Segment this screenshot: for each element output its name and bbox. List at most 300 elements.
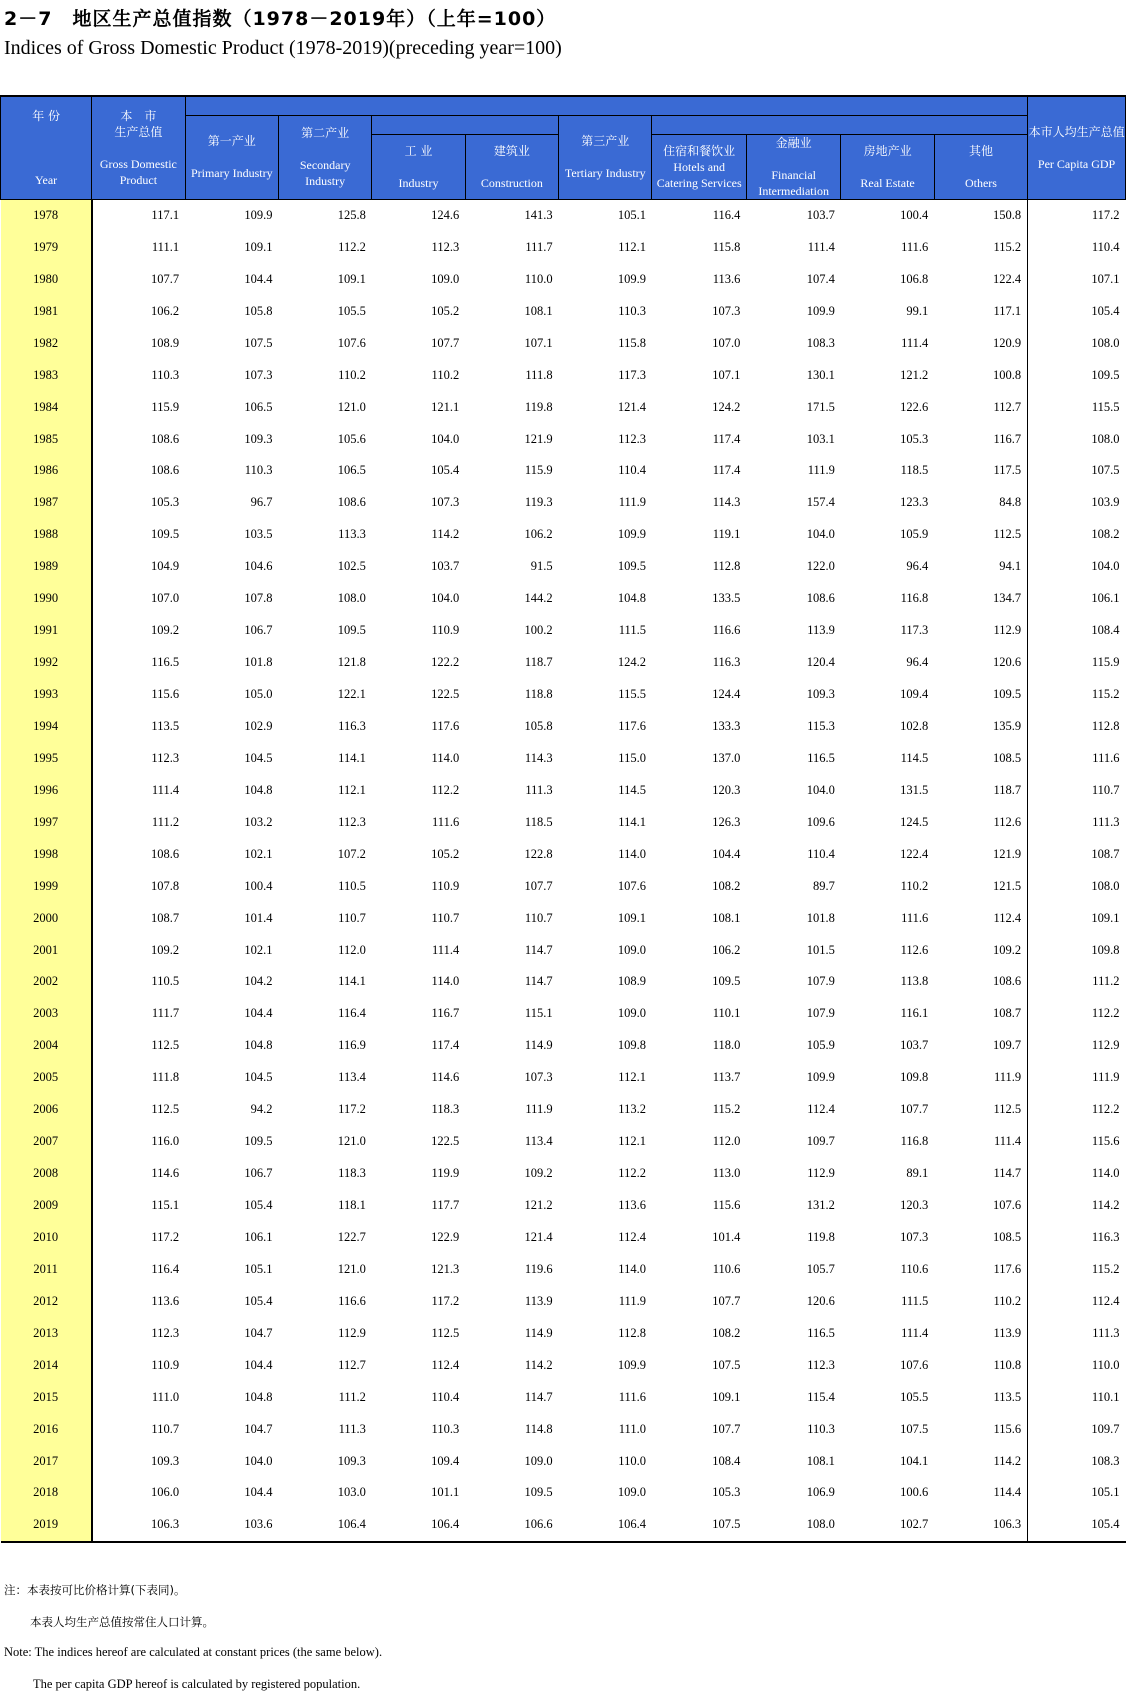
value-cell: 113.9 xyxy=(524,1293,553,1308)
value-cell: 109.0 xyxy=(431,271,460,286)
value-cell: 120.4 xyxy=(806,655,835,670)
value-cell: 115.2 xyxy=(712,1102,741,1117)
value-cell: 115.6 xyxy=(993,1421,1022,1436)
value-cell: 112.4 xyxy=(807,1102,835,1117)
value-cell: 110.9 xyxy=(151,1357,180,1372)
value-cell: 104.1 xyxy=(900,1453,929,1468)
value-cell: 112.9 xyxy=(807,1166,835,1181)
value-cell: 141.3 xyxy=(524,207,553,222)
value-cell: 103.9 xyxy=(1028,487,1126,519)
value-cell: 106.8 xyxy=(900,271,929,286)
value-cell: 117.3 xyxy=(618,367,646,382)
value-cell: 107.5 xyxy=(244,335,273,350)
value-cell: 108.2 xyxy=(1028,519,1126,551)
value-cell: 112.8 xyxy=(712,559,741,574)
value-cell: 120.3 xyxy=(712,782,741,797)
value-cell: 109.5 xyxy=(712,974,741,989)
value-cell: 112.7 xyxy=(338,1357,366,1372)
value-cell: 118.7 xyxy=(524,655,553,670)
year-cell: 1978 xyxy=(1,199,92,231)
value-cell: 105.1 xyxy=(244,1261,273,1276)
value-cell: 106.6 xyxy=(524,1517,553,1532)
value-cell: 114.6 xyxy=(151,1166,180,1181)
value-cell: 113.5 xyxy=(993,1389,1022,1404)
value-cell: 119.6 xyxy=(524,1261,553,1276)
value-cell: 107.3 xyxy=(431,495,460,510)
value-cell: 106.1 xyxy=(244,1229,273,1244)
value-cell: 115.5 xyxy=(1028,391,1126,423)
value-cell: 114.2 xyxy=(431,527,460,542)
year-cell: 2019 xyxy=(1,1509,92,1542)
value-cell: 110.2 xyxy=(431,367,460,382)
header-spacer xyxy=(185,96,1028,115)
value-cell: 105.3 xyxy=(900,431,929,446)
value-cell: 96.4 xyxy=(906,655,929,670)
value-cell: 110.4 xyxy=(618,463,646,478)
table-row xyxy=(1,1062,1126,1094)
value-cell: 119.8 xyxy=(524,399,553,414)
value-cell: 117.3 xyxy=(900,623,929,638)
year-cell: 1979 xyxy=(1,231,92,263)
value-cell: 115.1 xyxy=(151,1198,180,1213)
value-cell: 112.1 xyxy=(338,782,366,797)
value-cell: 110.1 xyxy=(1028,1381,1126,1413)
value-cell: 106.0 xyxy=(150,1485,180,1500)
value-cell: 110.0 xyxy=(618,1453,646,1468)
value-cell: 133.5 xyxy=(712,591,741,606)
value-cell: 130.1 xyxy=(806,367,835,382)
value-cell: 114.7 xyxy=(524,974,553,989)
table-row xyxy=(1,423,1126,455)
value-cell: 105.8 xyxy=(524,718,553,733)
value-cell: 109.0 xyxy=(524,1453,553,1468)
value-cell: 171.5 xyxy=(806,399,835,414)
table-row xyxy=(1,1253,1126,1285)
value-cell: 102.9 xyxy=(244,718,273,733)
year-cell: 2014 xyxy=(1,1349,92,1381)
value-cell: 106.7 xyxy=(244,623,273,638)
value-cell: 118.0 xyxy=(712,1038,741,1053)
table-row xyxy=(1,966,1126,998)
value-cell: 104.0 xyxy=(806,527,835,542)
year-cell: 1999 xyxy=(1,870,92,902)
header-tertiary: 第三产业 Tertiary Industry xyxy=(559,115,652,199)
value-cell: 118.8 xyxy=(524,687,553,702)
header-realestate: 房地产业 Real Estate xyxy=(841,134,934,199)
value-cell: 104.8 xyxy=(617,591,646,606)
value-cell: 111.9 xyxy=(618,1293,646,1308)
value-cell: 106.4 xyxy=(617,1517,646,1532)
value-cell: 107.7 xyxy=(900,1102,929,1117)
value-cell: 113.9 xyxy=(993,1325,1022,1340)
value-cell: 114.7 xyxy=(524,1389,553,1404)
value-cell: 111.2 xyxy=(1028,966,1126,998)
year-cell: 1983 xyxy=(1,359,92,391)
table-row xyxy=(1,1509,1126,1542)
value-cell: 109.4 xyxy=(431,1453,460,1468)
value-cell: 124.5 xyxy=(900,814,929,829)
value-cell: 113.0 xyxy=(712,1166,741,1181)
table-row xyxy=(1,455,1126,487)
value-cell: 110.3 xyxy=(807,1421,835,1436)
year-cell: 1996 xyxy=(1,774,92,806)
value-cell: 110.3 xyxy=(151,367,180,382)
year-cell: 1993 xyxy=(1,679,92,711)
value-cell: 121.2 xyxy=(900,367,929,382)
value-cell: 119.3 xyxy=(524,495,553,510)
value-cell: 104.0 xyxy=(244,1453,273,1468)
value-cell: 110.0 xyxy=(524,271,553,286)
value-cell: 117.6 xyxy=(431,718,460,733)
value-cell: 107.6 xyxy=(617,878,646,893)
value-cell: 106.9 xyxy=(806,1485,835,1500)
table-row xyxy=(1,1158,1126,1190)
value-cell: 111.4 xyxy=(901,1325,929,1340)
header-others: 其他 Others xyxy=(934,134,1027,199)
value-cell: 117.2 xyxy=(338,1102,366,1117)
value-cell: 117.1 xyxy=(151,207,180,222)
value-cell: 104.5 xyxy=(244,750,273,765)
table-row xyxy=(1,231,1126,263)
value-cell: 110.0 xyxy=(1028,1349,1126,1381)
value-cell: 122.4 xyxy=(900,846,929,861)
value-cell: 116.3 xyxy=(1028,1222,1126,1254)
value-cell: 108.6 xyxy=(806,591,835,606)
value-cell: 111.6 xyxy=(618,1389,646,1404)
value-cell: 124.6 xyxy=(431,207,460,222)
table-row xyxy=(1,711,1126,743)
value-cell: 118.3 xyxy=(431,1102,460,1117)
value-cell: 111.2 xyxy=(338,1389,366,1404)
value-cell: 108.0 xyxy=(1028,327,1126,359)
table-row xyxy=(1,902,1126,934)
value-cell: 101.1 xyxy=(431,1485,460,1500)
value-cell: 121.0 xyxy=(337,1261,366,1276)
value-cell: 104.0 xyxy=(806,782,835,797)
value-cell: 109.1 xyxy=(244,239,273,254)
value-cell: 112.1 xyxy=(618,1070,646,1085)
value-cell: 107.7 xyxy=(712,1293,741,1308)
value-cell: 100.2 xyxy=(524,623,553,638)
value-cell: 108.6 xyxy=(337,495,366,510)
value-cell: 104.4 xyxy=(712,846,741,861)
value-cell: 106.7 xyxy=(244,1166,273,1181)
value-cell: 115.8 xyxy=(618,335,646,350)
value-cell: 110.6 xyxy=(900,1261,929,1276)
value-cell: 107.8 xyxy=(244,591,273,606)
value-cell: 105.6 xyxy=(337,431,366,446)
header-year: 年 份 Year xyxy=(1,96,92,199)
value-cell: 116.7 xyxy=(431,1006,460,1021)
value-cell: 109.3 xyxy=(150,1453,180,1468)
value-cell: 112.7 xyxy=(993,399,1022,414)
value-cell: 110.3 xyxy=(618,303,646,318)
value-cell: 114.2 xyxy=(1028,1190,1126,1222)
value-cell: 104.5 xyxy=(244,1070,273,1085)
value-cell: 109.2 xyxy=(150,623,180,638)
value-cell: 107.7 xyxy=(150,271,180,286)
value-cell: 124.2 xyxy=(617,655,646,670)
value-cell: 121.0 xyxy=(337,1134,366,1149)
value-cell: 104.4 xyxy=(244,1006,273,1021)
value-cell: 107.1 xyxy=(1028,263,1126,295)
value-cell: 120.6 xyxy=(993,655,1022,670)
value-cell: 109.2 xyxy=(524,1166,553,1181)
value-cell: 109.3 xyxy=(806,687,835,702)
year-cell: 2004 xyxy=(1,1030,92,1062)
value-cell: 104.4 xyxy=(244,271,273,286)
table-row xyxy=(1,1477,1126,1509)
value-cell: 111.6 xyxy=(901,910,929,925)
value-cell: 107.3 xyxy=(244,367,273,382)
value-cell: 114.0 xyxy=(431,750,460,765)
value-cell: 111.4 xyxy=(993,1134,1022,1149)
value-cell: 111.9 xyxy=(807,463,835,478)
value-cell: 113.6 xyxy=(151,1293,180,1308)
year-cell: 1998 xyxy=(1,838,92,870)
note-line-2: 本表人均生产总值按常住人口计算。 xyxy=(30,1615,214,1629)
header-industry: 工 业 Industry xyxy=(372,134,465,199)
value-cell: 110.1 xyxy=(712,1006,741,1021)
value-cell: 110.3 xyxy=(431,1421,460,1436)
value-cell: 115.8 xyxy=(712,239,741,254)
value-cell: 122.8 xyxy=(524,846,553,861)
value-cell: 112.4 xyxy=(618,1229,646,1244)
value-cell: 105.7 xyxy=(806,1261,835,1276)
value-cell: 117.6 xyxy=(993,1261,1022,1276)
value-cell: 108.9 xyxy=(150,335,180,350)
value-cell: 106.2 xyxy=(524,527,553,542)
value-cell: 144.2 xyxy=(524,591,553,606)
table-row xyxy=(1,806,1126,838)
value-cell: 116.4 xyxy=(712,207,741,222)
value-cell: 102.1 xyxy=(244,846,273,861)
value-cell: 104.8 xyxy=(244,1038,273,1053)
table-row xyxy=(1,774,1126,806)
value-cell: 112.3 xyxy=(431,239,460,254)
value-cell: 114.3 xyxy=(712,495,741,510)
value-cell: 113.6 xyxy=(618,1198,646,1213)
value-cell: 109.9 xyxy=(617,1357,646,1372)
value-cell: 111.2 xyxy=(151,814,180,829)
value-cell: 115.9 xyxy=(1028,647,1126,679)
value-cell: 116.8 xyxy=(900,1134,929,1149)
value-cell: 103.7 xyxy=(806,207,835,222)
value-cell: 116.9 xyxy=(338,1038,366,1053)
value-cell: 115.2 xyxy=(1028,679,1126,711)
table-row xyxy=(1,263,1126,295)
value-cell: 121.3 xyxy=(431,1261,460,1276)
value-cell: 135.9 xyxy=(993,718,1022,733)
value-cell: 104.4 xyxy=(244,1357,273,1372)
value-cell: 111.6 xyxy=(1028,742,1126,774)
gdp-index-table xyxy=(0,95,1126,1543)
year-cell: 2017 xyxy=(1,1445,92,1477)
value-cell: 103.7 xyxy=(431,559,460,574)
value-cell: 109.5 xyxy=(617,559,646,574)
value-cell: 106.2 xyxy=(150,303,180,318)
value-cell: 107.9 xyxy=(806,1006,835,1021)
value-cell: 112.2 xyxy=(431,782,460,797)
value-cell: 116.5 xyxy=(151,655,180,670)
value-cell: 107.9 xyxy=(806,974,835,989)
value-cell: 122.2 xyxy=(431,655,460,670)
year-cell: 1980 xyxy=(1,263,92,295)
value-cell: 131.5 xyxy=(900,782,929,797)
value-cell: 121.1 xyxy=(431,399,460,414)
value-cell: 122.4 xyxy=(993,271,1022,286)
value-cell: 105.5 xyxy=(337,303,366,318)
year-cell: 2013 xyxy=(1,1317,92,1349)
value-cell: 113.4 xyxy=(524,1134,553,1149)
value-cell: 109.0 xyxy=(617,1485,646,1500)
table-row xyxy=(1,1190,1126,1222)
value-cell: 112.2 xyxy=(1028,998,1126,1030)
value-cell: 124.4 xyxy=(712,687,741,702)
value-cell: 112.2 xyxy=(1028,1094,1126,1126)
value-cell: 122.7 xyxy=(337,1229,366,1244)
value-cell: 121.9 xyxy=(524,431,553,446)
value-cell: 115.3 xyxy=(807,718,835,733)
value-cell: 110.4 xyxy=(1028,231,1126,263)
value-cell: 111.4 xyxy=(432,942,460,957)
table-row xyxy=(1,1445,1126,1477)
table-row xyxy=(1,1381,1126,1413)
value-cell: 111.6 xyxy=(432,814,460,829)
value-cell: 105.0 xyxy=(244,687,273,702)
value-cell: 108.4 xyxy=(1028,615,1126,647)
table-row xyxy=(1,551,1126,583)
year-cell: 1982 xyxy=(1,327,92,359)
value-cell: 117.6 xyxy=(618,718,646,733)
value-cell: 116.5 xyxy=(807,1325,835,1340)
value-cell: 114.8 xyxy=(524,1421,553,1436)
table-row xyxy=(1,359,1126,391)
header-tertiary-sub xyxy=(652,115,1028,134)
value-cell: 109.2 xyxy=(150,942,180,957)
value-cell: 105.9 xyxy=(900,527,929,542)
value-cell: 107.1 xyxy=(524,335,553,350)
year-cell: 2010 xyxy=(1,1222,92,1254)
year-cell: 1986 xyxy=(1,455,92,487)
header-secondary: 第二产业 Secondary Industry xyxy=(278,115,371,199)
value-cell: 121.9 xyxy=(993,846,1022,861)
value-cell: 114.1 xyxy=(338,750,366,765)
value-cell: 108.2 xyxy=(712,1325,741,1340)
value-cell: 109.5 xyxy=(150,527,180,542)
value-cell: 107.6 xyxy=(337,335,366,350)
value-cell: 107.5 xyxy=(712,1357,741,1372)
note-line-3: Note: The indices hereof are calculated at constant prices (the same below). xyxy=(4,1645,383,1659)
value-cell: 104.2 xyxy=(244,974,273,989)
value-cell: 104.6 xyxy=(244,559,273,574)
value-cell: 111.3 xyxy=(1028,1317,1126,1349)
value-cell: 112.5 xyxy=(151,1102,180,1117)
value-cell: 109.5 xyxy=(524,1485,553,1500)
value-cell: 109.6 xyxy=(806,814,835,829)
value-cell: 107.7 xyxy=(712,1421,741,1436)
table-row xyxy=(1,1413,1126,1445)
value-cell: 109.5 xyxy=(337,623,366,638)
value-cell: 111.4 xyxy=(151,782,180,797)
value-cell: 108.5 xyxy=(993,750,1022,765)
table-row xyxy=(1,647,1126,679)
value-cell: 114.1 xyxy=(338,974,366,989)
value-cell: 112.6 xyxy=(993,814,1022,829)
value-cell: 121.8 xyxy=(337,655,366,670)
value-cell: 104.8 xyxy=(244,782,273,797)
table-row xyxy=(1,1030,1126,1062)
value-cell: 110.7 xyxy=(431,910,460,925)
value-cell: 100.4 xyxy=(900,207,929,222)
value-cell: 106.4 xyxy=(431,1517,460,1532)
table-row xyxy=(1,742,1126,774)
value-cell: 106.1 xyxy=(1028,583,1126,615)
value-cell: 116.8 xyxy=(900,591,929,606)
value-cell: 109.4 xyxy=(900,687,929,702)
value-cell: 108.0 xyxy=(1028,423,1126,455)
value-cell: 119.1 xyxy=(712,527,741,542)
value-cell: 108.6 xyxy=(150,846,180,861)
value-cell: 100.4 xyxy=(244,878,273,893)
value-cell: 114.5 xyxy=(900,750,929,765)
value-cell: 108.6 xyxy=(150,463,180,478)
value-cell: 104.9 xyxy=(150,559,180,574)
value-cell: 105.4 xyxy=(1028,1509,1126,1542)
value-cell: 111.9 xyxy=(525,1102,553,1117)
value-cell: 112.0 xyxy=(712,1134,741,1149)
value-cell: 107.8 xyxy=(150,878,180,893)
value-cell: 114.7 xyxy=(993,1166,1022,1181)
value-cell: 109.3 xyxy=(244,431,273,446)
header-primary: 第一产业 Primary Industry xyxy=(185,115,278,199)
value-cell: 111.1 xyxy=(151,239,180,254)
value-cell: 110.4 xyxy=(431,1389,460,1404)
value-cell: 99.1 xyxy=(906,303,929,318)
table-row xyxy=(1,838,1126,870)
value-cell: 110.7 xyxy=(151,1421,180,1436)
table-row xyxy=(1,519,1126,551)
value-cell: 105.4 xyxy=(244,1293,273,1308)
year-cell: 2003 xyxy=(1,998,92,1030)
year-cell: 1981 xyxy=(1,295,92,327)
value-cell: 122.6 xyxy=(900,399,929,414)
value-cell: 103.5 xyxy=(244,527,273,542)
table-row xyxy=(1,295,1126,327)
value-cell: 114.6 xyxy=(431,1070,460,1085)
value-cell: 109.7 xyxy=(1028,1413,1126,1445)
value-cell: 108.6 xyxy=(150,431,180,446)
value-cell: 103.0 xyxy=(337,1485,366,1500)
header-hotels: 住宿和餐饮业 Hotels and Catering Services xyxy=(652,134,746,199)
value-cell: 111.0 xyxy=(618,1421,646,1436)
value-cell: 117.2 xyxy=(151,1229,180,1244)
value-cell: 112.6 xyxy=(900,942,929,957)
value-cell: 110.9 xyxy=(431,878,460,893)
value-cell: 109.9 xyxy=(617,527,646,542)
value-cell: 107.5 xyxy=(712,1517,741,1532)
value-cell: 113.9 xyxy=(807,623,835,638)
value-cell: 104.7 xyxy=(244,1325,273,1340)
value-cell: 117.2 xyxy=(1028,199,1126,231)
value-cell: 109.5 xyxy=(1028,359,1126,391)
value-cell: 108.9 xyxy=(617,974,646,989)
value-cell: 119.8 xyxy=(807,1229,835,1244)
value-cell: 112.5 xyxy=(151,1038,180,1053)
value-cell: 108.1 xyxy=(806,1453,835,1468)
value-cell: 103.2 xyxy=(244,814,273,829)
value-cell: 108.1 xyxy=(524,303,553,318)
